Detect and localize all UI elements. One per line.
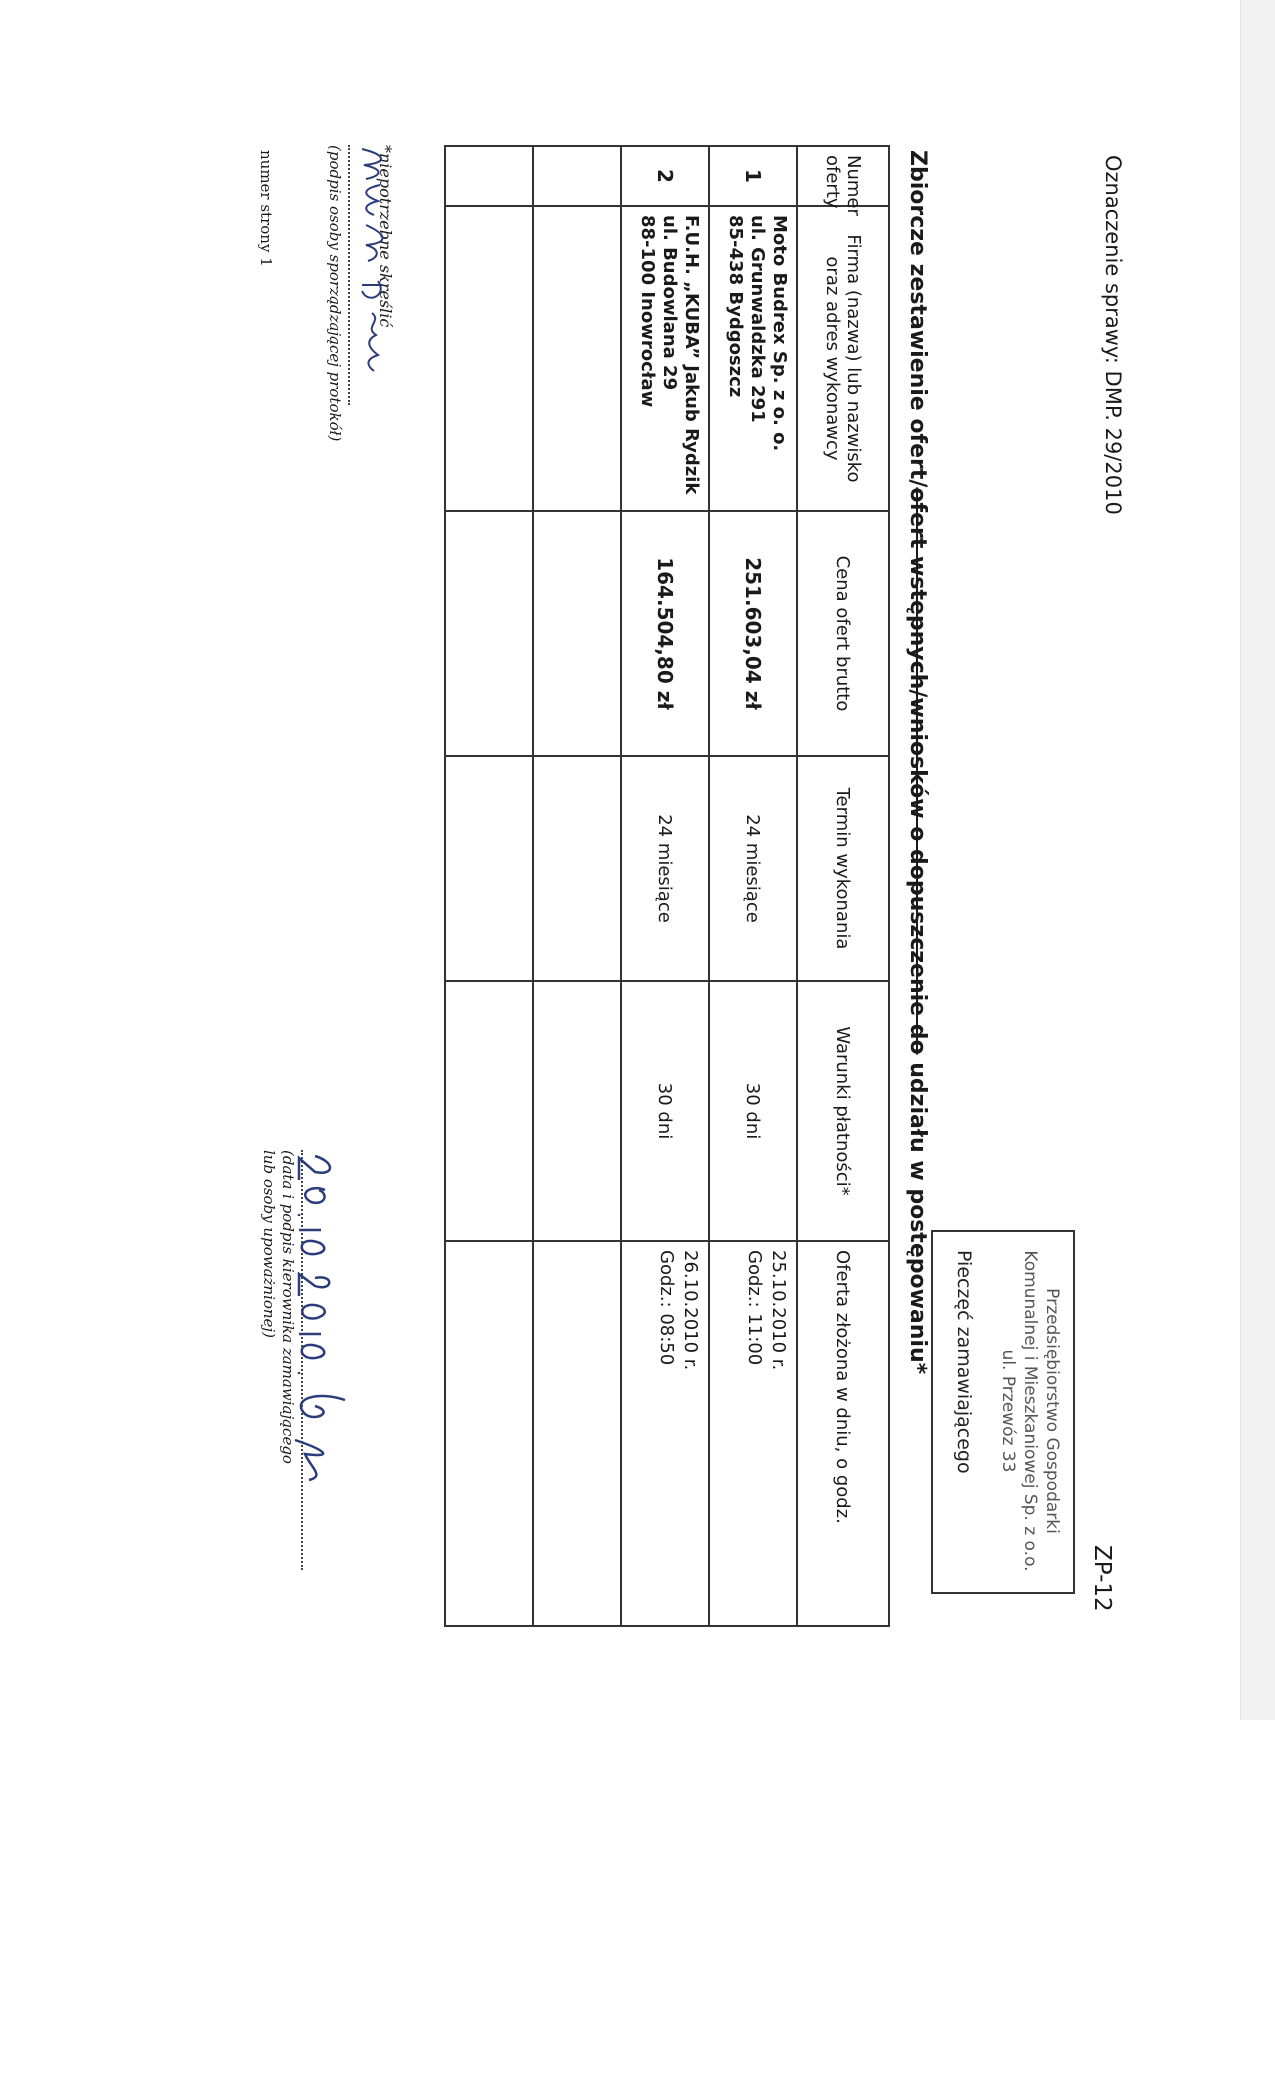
offer-submitted (621, 1241, 709, 1626)
submitted-time: Godz.: 08:50 (656, 1250, 677, 1366)
offers-table (444, 145, 890, 1627)
preparer-signature-line (348, 145, 374, 405)
offer-term: 24 miesiące (621, 756, 709, 981)
firm-name: Moto Budrex Sp. z o. o. (769, 215, 790, 452)
header-firm: Firma (nazwa) lub nazwisko oraz adres wykonawcy (797, 206, 889, 511)
firm-cell (621, 206, 709, 511)
firm-cell (709, 206, 797, 511)
preparer-signature (352, 145, 392, 405)
offer-number: 1 (709, 146, 797, 206)
firm-name: F.U.H. „KUBA” Jakub Rydzik (681, 215, 702, 495)
firm-city: 88-100 Inowrocław (637, 215, 658, 408)
header-offer-number: Numer oferty (797, 146, 889, 206)
table-row-empty (533, 146, 621, 1626)
offer-price: 251.603,04 zł (709, 511, 797, 756)
firm-street: ul. Budowlana 29 (659, 215, 680, 391)
preparer-signature-block (326, 145, 395, 625)
submitted-date: 26.10.2010 r. (680, 1250, 701, 1371)
manager-signature (285, 1150, 355, 1590)
header-term: Termin wykonania (797, 756, 889, 981)
title-part-1: Zbiorcze zestawienie ofert/ (905, 150, 930, 488)
header-price: Cena ofert brutto (797, 511, 889, 756)
offer-term: 24 miesiące (709, 756, 797, 981)
table-row (621, 146, 709, 1626)
table-row-empty (445, 146, 533, 1626)
table-header-row (797, 146, 889, 1626)
stamp-label: Pieczęć zamawiającego (953, 1250, 975, 1474)
offer-price: 164.504,80 zł (621, 511, 709, 756)
firm-street: ul. Grunwaldzka 291 (747, 215, 768, 423)
manager-caption-line-2: lub osoby upoważnionej) (260, 1150, 278, 1338)
manager-caption-line-1: (data i podpis kierownika zamawiającego (279, 1150, 297, 1464)
page-number: numer strony 1 (257, 150, 275, 267)
document-title (905, 150, 930, 1374)
case-reference: Oznaczenie sprawy: DMP. 29/2010 (1101, 155, 1125, 515)
stamp-text: Przedsiębiorstwo Gospodarki Komunalnej i Mieszkaniowej Sp. z o.o. ul. Przewóz 33 (998, 1250, 1062, 1572)
offer-payment: 30 dni (621, 981, 709, 1241)
title-struck-text: ofert wstępnych/wniosków o dopuszczenie do (905, 487, 930, 1055)
submitted-date: 25.10.2010 r. (768, 1250, 789, 1371)
form-code: ZP-12 (1089, 1545, 1115, 1612)
footnote-note: *niepotrzebne skreślić (376, 145, 395, 328)
submitted-time: Godz.: 11:00 (744, 1250, 765, 1366)
preparer-caption: (podpis osoby sporządzającej protokół) (326, 145, 344, 442)
offer-number: 2 (621, 146, 709, 206)
header-payment: Warunki płatności* (797, 981, 889, 1241)
table-row (709, 146, 797, 1626)
manager-signature-line (301, 1150, 355, 1570)
offer-payment: 30 dni (709, 981, 797, 1241)
offer-submitted (709, 1241, 797, 1626)
manager-signature-block (259, 1150, 355, 1670)
firm-city: 85-438 Bydgoszcz (725, 215, 746, 398)
title-part-2: udziału w postępowaniu* (905, 1054, 930, 1375)
header-submitted: Oferta złożona w dniu, o godz. (797, 1241, 889, 1626)
